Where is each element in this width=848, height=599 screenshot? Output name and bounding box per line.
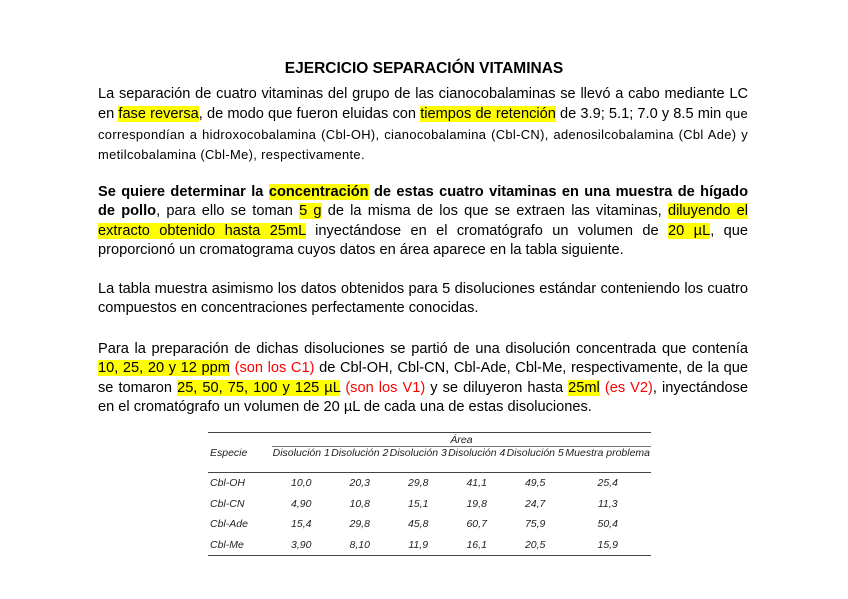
- table-cell: 3,90: [272, 535, 330, 556]
- table-row: [208, 494, 651, 515]
- table-cell: 10,8: [349, 497, 370, 510]
- table-cell: 29,8: [407, 477, 429, 490]
- highlight-25ml: 25ml: [568, 379, 600, 396]
- highlight-20ul: 20 µL: [668, 222, 711, 239]
- table-cell: 16,1: [447, 535, 505, 556]
- table-cell: 20,3: [349, 477, 370, 490]
- p1-text-c: de 3.9; 5.1; 7.0 y 8.5 min: [555, 106, 722, 123]
- table-cell: 8,10: [330, 535, 388, 556]
- column-header: Disolución 5: [506, 447, 564, 459]
- paragraph-preparation: [98, 340, 748, 418]
- table-row: [208, 535, 651, 556]
- note-c1: (son los C1): [229, 360, 315, 377]
- table-cell: 75,9: [524, 518, 546, 531]
- p1-text-b: , de modo que fueron eluidas con: [198, 106, 421, 123]
- table-row: [208, 514, 651, 535]
- highlight-volumes: 25, 50, 75, 100 y 125 µL: [177, 379, 341, 396]
- table-header-row: [208, 447, 651, 473]
- column-header: Disolución 2: [331, 447, 389, 459]
- table-cell: Cbl-OH: [210, 477, 246, 490]
- p4-text-a: Para la preparación de dichas disoluciones se partió de una disolución concentrada que contenía: [98, 341, 748, 357]
- paragraph-table-intro: La tabla muestra asimismo los datos obtenidos para 5 disoluciones estándar conteniendo los cuatro compuestos en concentraciones perfectamente conocidas.: [98, 281, 748, 317]
- note-v2: (es V2): [599, 379, 653, 396]
- table-cell: 25,4: [597, 477, 618, 490]
- table-cell: 20,5: [506, 535, 564, 556]
- p1-text-a: La separación de cuatro vitaminas del grupo de las cianocobalaminas se llevó a cabo mediante LC en: [98, 86, 748, 123]
- p2-text-e: inyectándose en el cromatógrafo un volumen de: [305, 222, 669, 239]
- area-table: [208, 432, 651, 556]
- table-cell: 10,0: [291, 477, 312, 490]
- table-cell: Cbl-CN: [210, 497, 245, 510]
- p4-text-c: y se diluyeron hasta: [425, 379, 569, 396]
- highlight-diluyendo: diluyendo el extracto obtenido hasta 25mL: [98, 203, 748, 239]
- table-cell: Cbl-Ade: [210, 518, 248, 531]
- p4-text-b: de Cbl-OH, Cbl-CN, Cbl-Ade, Cbl-Me, respectivamente, de la que se tomaron: [98, 360, 749, 396]
- highlight-ppm: 10, 25, 20 y 12 ppm: [98, 360, 230, 377]
- highlight-concentracion: concentración: [268, 184, 369, 200]
- document-title: EJERCICIO SEPARACIÓN VITAMINAS: [284, 60, 564, 77]
- column-header: Disolución 3: [389, 447, 447, 459]
- highlight-tiempos-retencion: tiempos de retención: [420, 106, 556, 123]
- table-cell: 45,8: [407, 518, 429, 531]
- p1-text-d: que correspondían a hidroxocobalamina (Cbl-OH), cianocobalamina (Cbl-CN), adenosilcobalamina (Cbl Ade) y metilcobalamina (Cbl-Me), respectivamente.: [98, 106, 748, 163]
- column-header: Disolución 1: [272, 447, 330, 459]
- table-cell: 15,4: [291, 518, 312, 531]
- p2-text-c: , para ello se toman: [156, 203, 300, 220]
- p2-text-a: Se quiere determinar la: [98, 184, 269, 200]
- p4-text-d: , inyectándose en el cromatógrafo un volumen de 20 µL de cada una de estas disoluciones.: [98, 379, 749, 416]
- area-group-header: Área: [272, 433, 651, 447]
- table-cell: 19,8: [466, 497, 487, 510]
- table-cell: 50,4: [597, 518, 618, 531]
- p2-text-d: de la misma de los que se extraen las vitaminas,: [321, 203, 668, 220]
- table-cell: 15,9: [564, 535, 651, 556]
- note-v1: (son los V1): [340, 379, 426, 396]
- table-cell: Cbl-Me: [208, 535, 272, 556]
- paragraph-intro: [98, 85, 748, 166]
- table-cell: 24,7: [524, 497, 546, 510]
- table-cell: 60,7: [466, 518, 487, 531]
- table-group-header-row: [208, 433, 651, 447]
- highlight-fase-reversa: fase reversa: [118, 106, 199, 123]
- column-header: Muestra problema: [565, 447, 651, 459]
- table-cell: 4,90: [291, 497, 312, 510]
- column-header: Especie: [210, 446, 248, 459]
- table-cell: 29,8: [349, 518, 370, 531]
- column-header: Disolución 4: [448, 447, 506, 459]
- table-row: [208, 473, 651, 494]
- table-cell: 41,1: [466, 477, 487, 490]
- table-cell: 11,3: [597, 497, 618, 510]
- p2-text-f: , que proporcionó un cromatograma cuyos datos en área aparece en la tabla siguiente.: [98, 222, 748, 259]
- paragraph-objective: [98, 183, 748, 261]
- p2-text-b: de estas cuatro vitaminas en una muestra de hígado de pollo: [98, 184, 749, 220]
- highlight-5g: 5 g: [299, 203, 322, 220]
- table-cell: 49,5: [524, 477, 546, 490]
- table-cell: 11,9: [389, 535, 447, 556]
- table-cell: 15,1: [407, 497, 429, 510]
